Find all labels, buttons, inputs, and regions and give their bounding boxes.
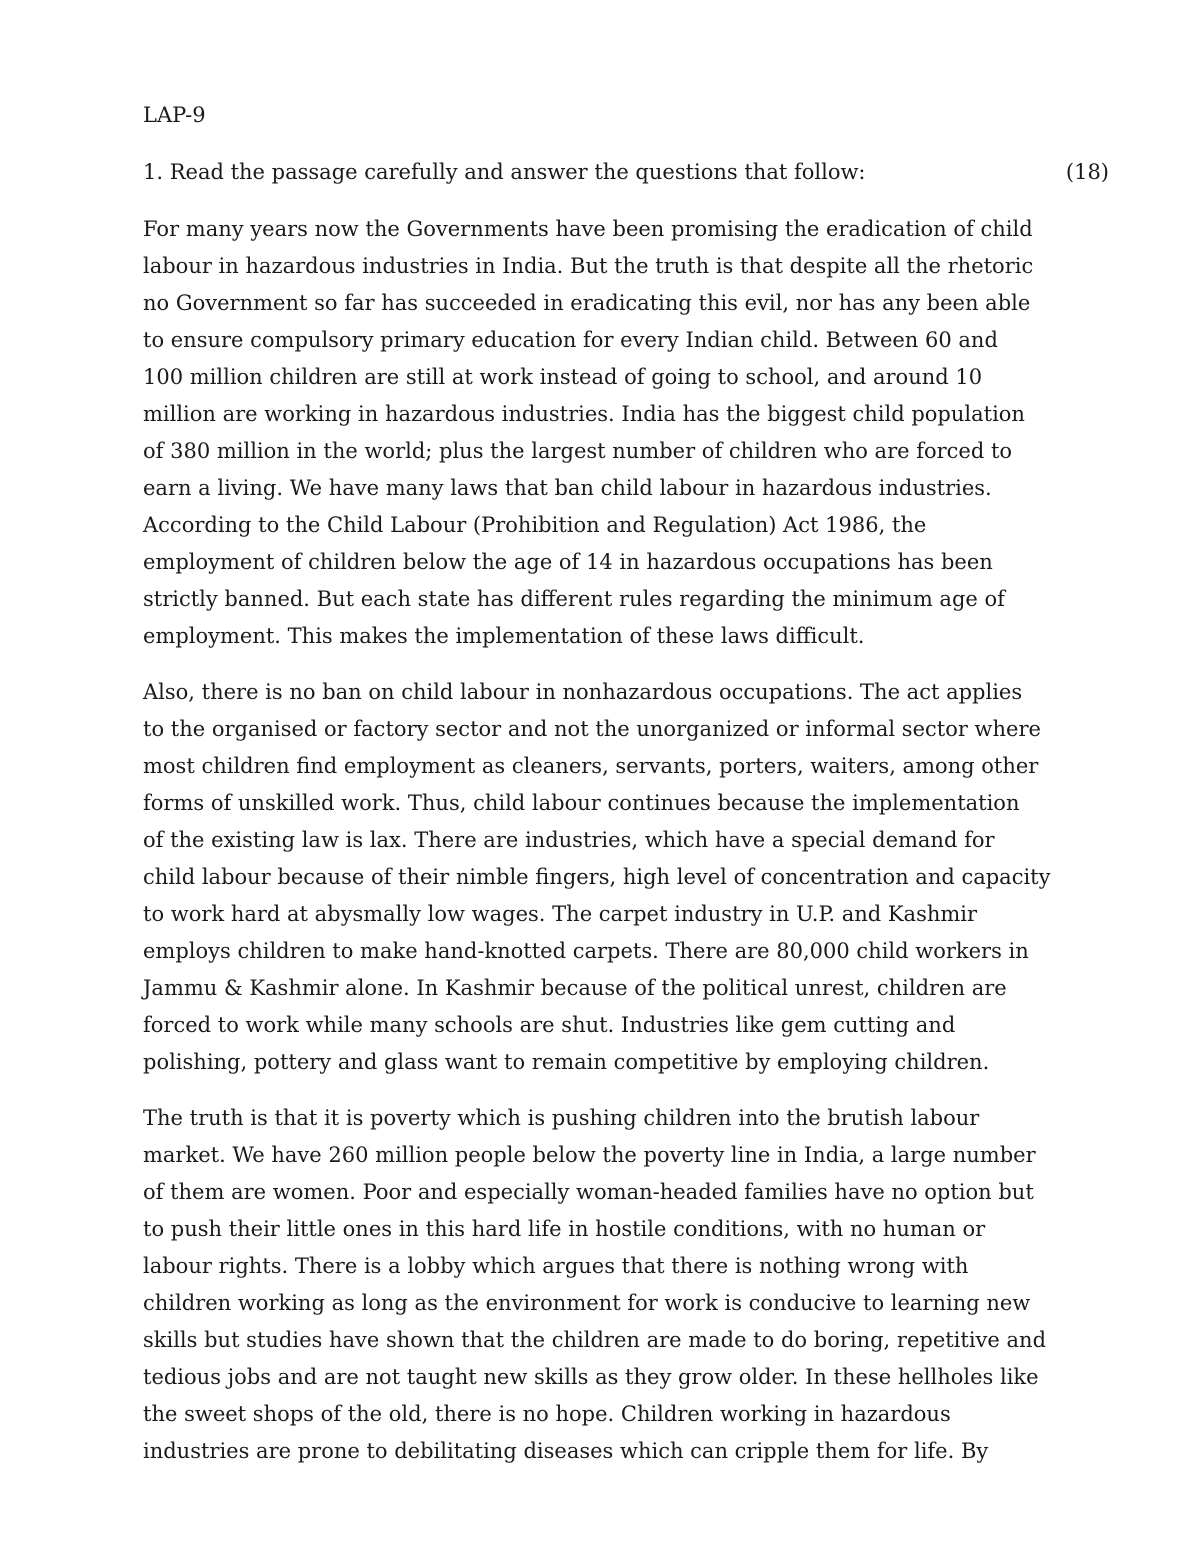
text-line: 100 million children are still at work instead of going to school, and around 10 <box>143 365 983 389</box>
passage-paragraph-1 <box>143 211 1133 655</box>
text-line: most children find employment as cleaners, servants, porters, waiters, among other <box>143 754 1039 778</box>
text-line: polishing, pottery and glass want to remain competitive by employing children. <box>143 1050 990 1074</box>
text-line: market. We have 260 million people below the poverty line in India, a large number <box>143 1143 1036 1167</box>
document-code: LAP-9 <box>143 103 206 127</box>
text-line: the sweet shops of the old, there is no hope. Children working in hazardous <box>143 1402 951 1426</box>
text-line: For many years now the Governments have been promising the eradication of child <box>143 217 1033 241</box>
text-line: million are working in hazardous industries. India has the biggest child population <box>143 402 1025 426</box>
text-line: of the existing law is lax. There are industries, which have a special demand for <box>143 828 995 852</box>
text-line: tedious jobs and are not taught new skills as they grow older. In these hellholes like <box>143 1365 1039 1389</box>
text-line: to the organised or factory sector and not the unorganized or informal sector where <box>143 717 1041 741</box>
text-line: Jammu & Kashmir alone. In Kashmir because of the political unrest, children are <box>143 976 1007 1000</box>
passage-paragraph-3 <box>143 1100 1133 1470</box>
text-line: labour rights. There is a lobby which argues that there is nothing wrong with <box>143 1254 969 1278</box>
text-line: labour in hazardous industries in India. But the truth is that despite all the rhetoric <box>143 254 1034 278</box>
text-line: skills but studies have shown that the children are made to do boring, repetitive and <box>143 1328 1047 1352</box>
text-line: children working as long as the environment for work is conducive to learning new <box>143 1291 1031 1315</box>
text-line: employment. This makes the implementation of these laws difficult. <box>143 624 865 648</box>
text-line: forced to work while many schools are shut. Industries like gem cutting and <box>143 1013 956 1037</box>
text-line: employment of children below the age of 14 in hazardous occupations has been <box>143 550 993 574</box>
text-line: forms of unskilled work. Thus, child labour continues because the implementation <box>143 791 1020 815</box>
text-line: to push their little ones in this hard life in hostile conditions, with no human or <box>143 1217 986 1241</box>
text-line: of them are women. Poor and especially woman-headed families have no option but <box>143 1180 1034 1204</box>
text-line: strictly banned. But each state has different rules regarding the minimum age of <box>143 587 1005 611</box>
text-line: According to the Child Labour (Prohibition and Regulation) Act 1986, the <box>143 513 927 537</box>
text-line: to work hard at abysmally low wages. The carpet industry in U.P. and Kashmir <box>143 902 978 926</box>
question-text: 1. Read the passage carefully and answer the questions that follow: <box>143 160 866 184</box>
text-line: Also, there is no ban on child labour in nonhazardous occupations. The act applies <box>143 680 1023 704</box>
text-line: no Government so far has succeeded in eradicating this evil, nor has any been able <box>143 291 1031 315</box>
text-line: earn a living. We have many laws that ban child labour in hazardous industries. <box>143 476 992 500</box>
question-marks: (18) <box>1065 160 1109 184</box>
passage-paragraph-2 <box>143 674 1133 1081</box>
text-line: industries are prone to debilitating diseases which can cripple them for life. By <box>143 1439 989 1463</box>
text-line: The truth is that it is poverty which is pushing children into the brutish labour <box>143 1106 980 1130</box>
text-line: employs children to make hand-knotted carpets. There are 80,000 child workers in <box>143 939 1029 963</box>
text-line: to ensure compulsory primary education for every Indian child. Between 60 and <box>143 328 998 352</box>
text-line: of 380 million in the world; plus the largest number of children who are forced to <box>143 439 1013 463</box>
text-line: child labour because of their nimble fingers, high level of concentration and capacity <box>143 865 1051 889</box>
